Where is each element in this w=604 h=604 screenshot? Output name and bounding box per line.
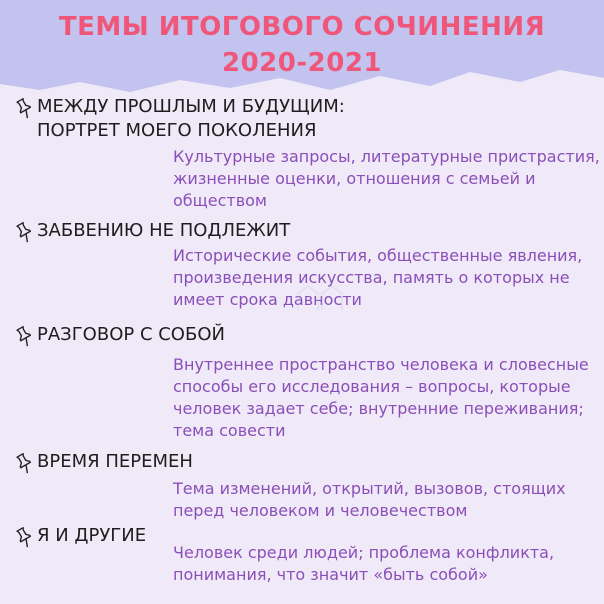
topic-description-5: Человек среди людей; проблема конфликта, понимания, что значит «быть собой» bbox=[173, 543, 555, 584]
topic-heading-4 bbox=[16, 450, 193, 474]
topic-heading-5 bbox=[16, 524, 146, 548]
topic-title: Я И ДРУГИЕ bbox=[37, 525, 147, 546]
page-title: ТЕМЫ ИТОГОВОГО СОЧИНЕНИЯ bbox=[58, 12, 546, 42]
topic-heading-3 bbox=[16, 323, 225, 347]
pushpin-icon bbox=[16, 97, 34, 119]
topic-title: ЗАБВЕНИЮ НЕ ПОДЛЕЖИТ bbox=[37, 220, 291, 241]
topic-description-2: Исторические события, общественные явления, произведения искусства, память о которых не имеет срока давности bbox=[173, 246, 583, 309]
topic-description-4: Тема изменений, открытий, вызовов, стоящих перед человеком и человечеством bbox=[173, 479, 566, 520]
pushpin-icon bbox=[16, 526, 34, 548]
topic-description-1: Культурные запросы, литературные пристрастия, жизненные оценки, отношения с семьей и обществом bbox=[173, 147, 600, 210]
pushpin-icon bbox=[16, 221, 34, 243]
topic-description-3: Внутреннее пространство человека и словесные способы его исследования – вопросы, которые человек задает себе; внутренние переживания; тема совести bbox=[173, 355, 589, 440]
pushpin-icon bbox=[16, 452, 34, 474]
watermark-logo bbox=[290, 280, 350, 320]
topic-title: РАЗГОВОР С СОБОЙ bbox=[37, 324, 225, 345]
pushpin-icon bbox=[16, 325, 34, 347]
topic-heading-1 bbox=[16, 95, 345, 143]
topic-title: ВРЕМЯ ПЕРЕМЕН bbox=[37, 451, 193, 472]
topic-title: МЕЖДУ ПРОШЛЫМ И БУДУЩИМ: ПОРТРЕТ МОЕГО ПОКОЛЕНИЯ bbox=[37, 96, 345, 141]
topic-heading-2 bbox=[16, 219, 290, 243]
page-subtitle-years: 2020-2021 bbox=[221, 48, 383, 78]
